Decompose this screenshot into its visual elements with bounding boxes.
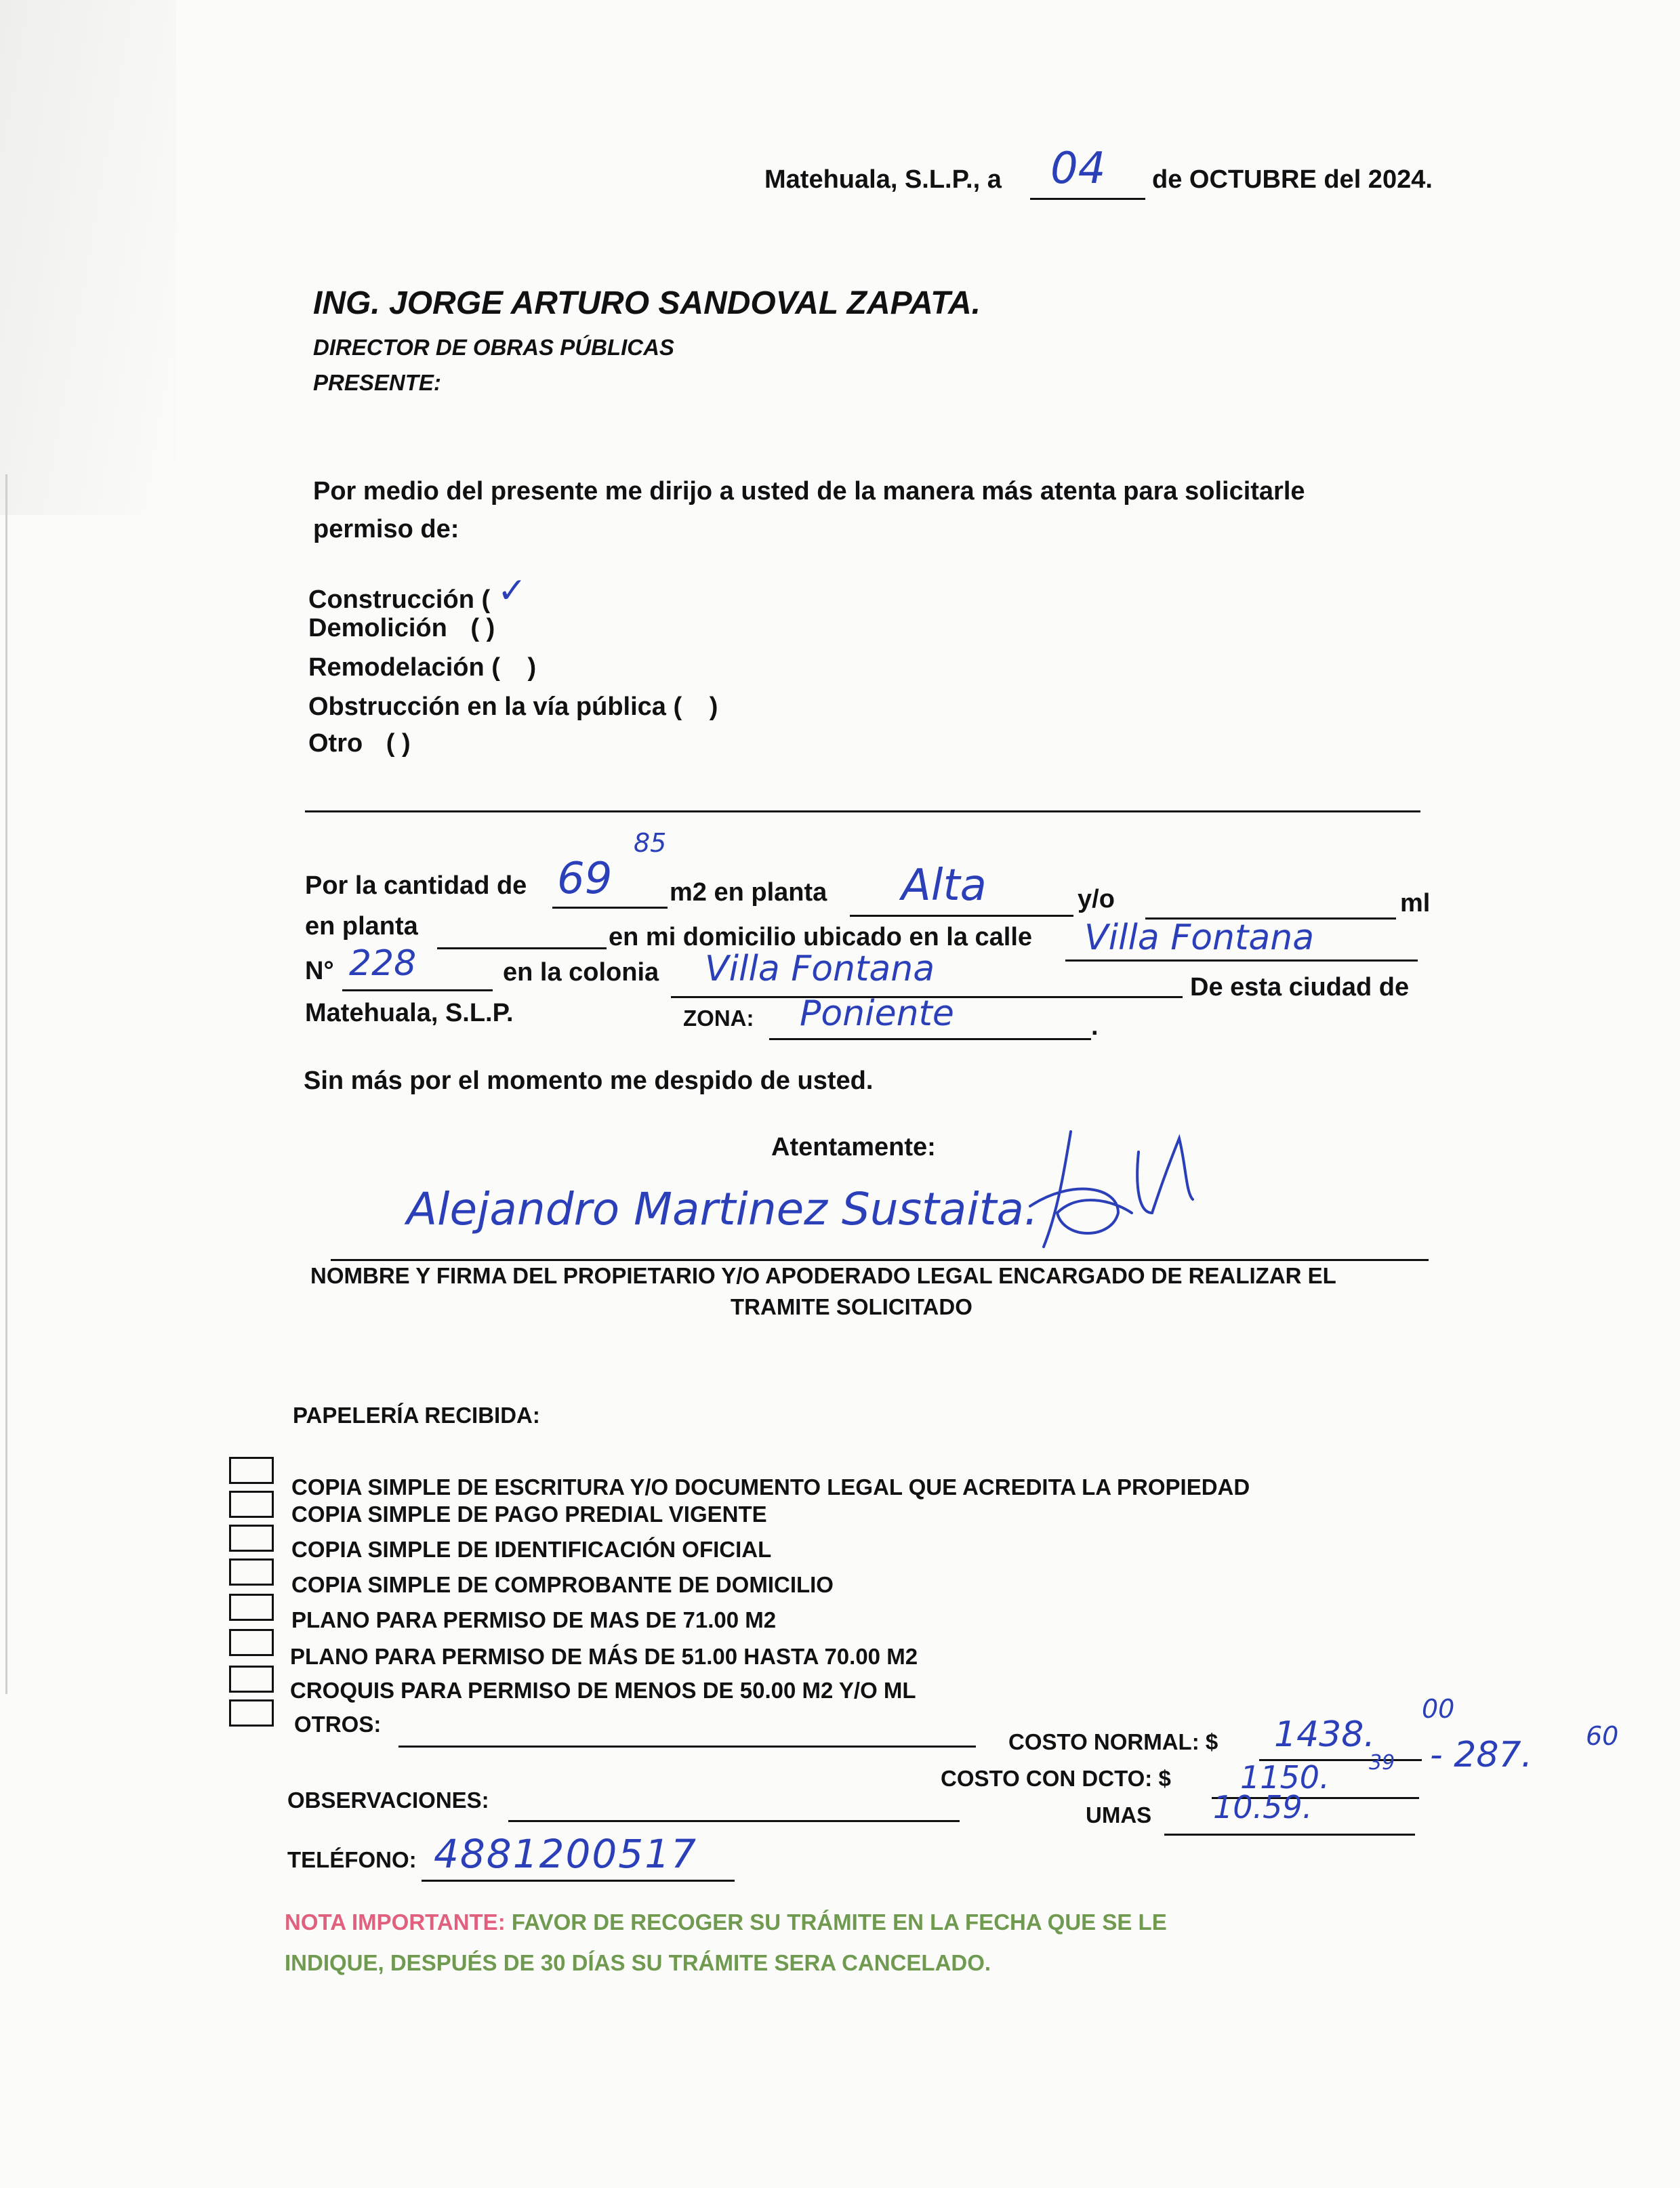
page-edge [5, 474, 7, 1694]
nota-line-1 [285, 1910, 1167, 1935]
permit-remodelacion[interactable]: Remodelación ( ) [308, 653, 537, 682]
cantidad-label: Por la cantidad de [305, 871, 527, 900]
calle-value[interactable]: Villa Fontana [1084, 917, 1315, 958]
doc-item-0: COPIA SIMPLE DE ESCRITURA Y/O DOCUMENTO LEGAL QUE ACREDITA LA PROPIEDAD [291, 1474, 1250, 1500]
atentamente-label: Atentamente: [771, 1133, 936, 1161]
doc-checkbox-3[interactable] [229, 1559, 274, 1586]
telefono-label: TELÉFONO: [287, 1847, 417, 1872]
permit-otro[interactable]: Otro ( ) [308, 729, 411, 758]
domicilio-label: en mi domicilio ubicado en la calle [609, 923, 1033, 951]
telefono-value[interactable]: 4881200517 [434, 1831, 698, 1877]
zona-end: . [1091, 1012, 1099, 1041]
signature-scribble [1017, 1111, 1206, 1260]
costo-normal-cents: 00 [1422, 1694, 1455, 1724]
costo-normal-value[interactable]: 1438. [1274, 1714, 1375, 1755]
yo-label: y/o [1078, 885, 1115, 913]
costo-normal-label: COSTO NORMAL: $ [1008, 1729, 1218, 1754]
zona-value[interactable]: Poniente [800, 993, 954, 1034]
page-fold-shadow [0, 0, 176, 515]
cantidad-line [552, 907, 668, 909]
permit-construccion[interactable]: Construcción ( ✓ [308, 571, 527, 614]
intro-line-2: permiso de: [313, 515, 459, 543]
addressee-name: ING. JORGE ARTURO SANDOVAL ZAPATA. [313, 285, 981, 321]
observaciones-label: OBSERVACIONES: [287, 1788, 489, 1813]
date-prefix: Matehuala, S.L.P., a [764, 165, 1002, 194]
umas-label: UMAS [1086, 1802, 1152, 1828]
permit-demolicion[interactable]: Demolición ( ) [308, 614, 495, 642]
zona-line [769, 1038, 1091, 1040]
doc-item-6: CROQUIS PARA PERMISO DE MENOS DE 50.00 M2 Y/O ML [290, 1678, 916, 1703]
signer-name: Alejandro Martinez Sustaita. [407, 1183, 1038, 1235]
umas-value[interactable]: 10.59. [1213, 1789, 1313, 1825]
papeleria-title: PAPELERÍA RECIBIDA: [293, 1403, 540, 1428]
ciudad-value: Matehuala, S.L.P. [305, 999, 514, 1027]
telefono-line [422, 1880, 735, 1882]
cantidad-sup: 85 [634, 828, 667, 858]
doc-checkbox-5[interactable] [229, 1629, 274, 1656]
colonia-label: en la colonia [503, 958, 659, 987]
date-suffix: de OCTUBRE del 2024. [1152, 165, 1433, 194]
farewell-text: Sin más por el momento me despido de usted. [304, 1067, 874, 1095]
doc-item-5: PLANO PARA PERMISO DE MÁS DE 51.00 HASTA 70.00 M2 [290, 1644, 918, 1669]
cantidad-value[interactable]: 69 [557, 854, 613, 904]
no-label: N° [305, 957, 334, 985]
doc-checkbox-4[interactable] [229, 1594, 274, 1621]
nota-label: NOTA IMPORTANTE: [285, 1910, 506, 1935]
en-planta-line [437, 947, 607, 949]
doc-checkbox-7[interactable] [229, 1699, 274, 1727]
nota-line-2: INDIQUE, DESPUÉS DE 30 DÍAS SU TRÁMITE SERA CANCELADO. [285, 1950, 991, 1975]
date-day-value: 04 [1050, 144, 1106, 194]
addressee-salutation: PRESENTE: [313, 370, 441, 395]
planta-line [850, 915, 1073, 917]
permit-divider-line [305, 810, 1420, 812]
observaciones-line [508, 1820, 960, 1822]
umas-line [1164, 1834, 1415, 1836]
permit-construccion-mark: ✓ [497, 571, 527, 611]
costo-dcto-label: COSTO CON DCTO: $ [941, 1766, 1171, 1791]
colonia-value[interactable]: Villa Fontana [705, 949, 935, 989]
no-line [342, 989, 493, 991]
addressee-position: DIRECTOR DE OBRAS PÚBLICAS [313, 335, 674, 360]
costo-dcto-value[interactable]: 1150. [1240, 1759, 1330, 1796]
ml-label: ml [1400, 889, 1431, 917]
date-day-line [1030, 198, 1145, 200]
otros-line [398, 1746, 976, 1748]
doc-checkbox-0[interactable] [229, 1457, 274, 1484]
costo-dcto-cents: 39 [1369, 1751, 1395, 1775]
no-value[interactable]: 228 [349, 943, 417, 984]
calle-line [1065, 959, 1418, 962]
permit-obstruccion[interactable]: Obstrucción en la vía pública ( ) [308, 693, 718, 721]
m2-planta-label: m2 en planta [670, 878, 827, 907]
doc-checkbox-1[interactable] [229, 1491, 274, 1518]
doc-checkbox-6[interactable] [229, 1666, 274, 1693]
signature-caption-1: NOMBRE Y FIRMA DEL PROPIETARIO Y/O APODERADO LEGAL ENCARGADO DE REALIZAR EL [310, 1263, 1336, 1288]
en-planta-label: en planta [305, 912, 418, 941]
doc-item-2: COPIA SIMPLE DE IDENTIFICACIÓN OFICIAL [291, 1537, 772, 1562]
doc-item-3: COPIA SIMPLE DE COMPROBANTE DE DOMICILIO [291, 1572, 834, 1597]
doc-item-1: COPIA SIMPLE DE PAGO PREDIAL VIGENTE [291, 1502, 767, 1527]
intro-line-1: Por medio del presente me dirijo a usted de la manera más atenta para solicitarle [313, 477, 1305, 505]
planta-value[interactable]: Alta [901, 861, 987, 911]
zona-label: ZONA: [683, 1006, 754, 1031]
signature-caption-2: TRAMITE SOLICITADO [731, 1294, 972, 1319]
discount-note-cents: 60 [1586, 1721, 1619, 1751]
discount-note: - 287. [1430, 1735, 1533, 1775]
signature-line [331, 1259, 1429, 1261]
ciudad-label: De esta ciudad de [1190, 973, 1410, 1002]
doc-item-4: PLANO PARA PERMISO DE MAS DE 71.00 M2 [291, 1607, 777, 1632]
doc-checkbox-2[interactable] [229, 1525, 274, 1552]
nota-text-1: FAVOR DE RECOGER SU TRÁMITE EN LA FECHA QUE SE LE [511, 1910, 1167, 1935]
doc-item-7: OTROS: [294, 1712, 382, 1737]
